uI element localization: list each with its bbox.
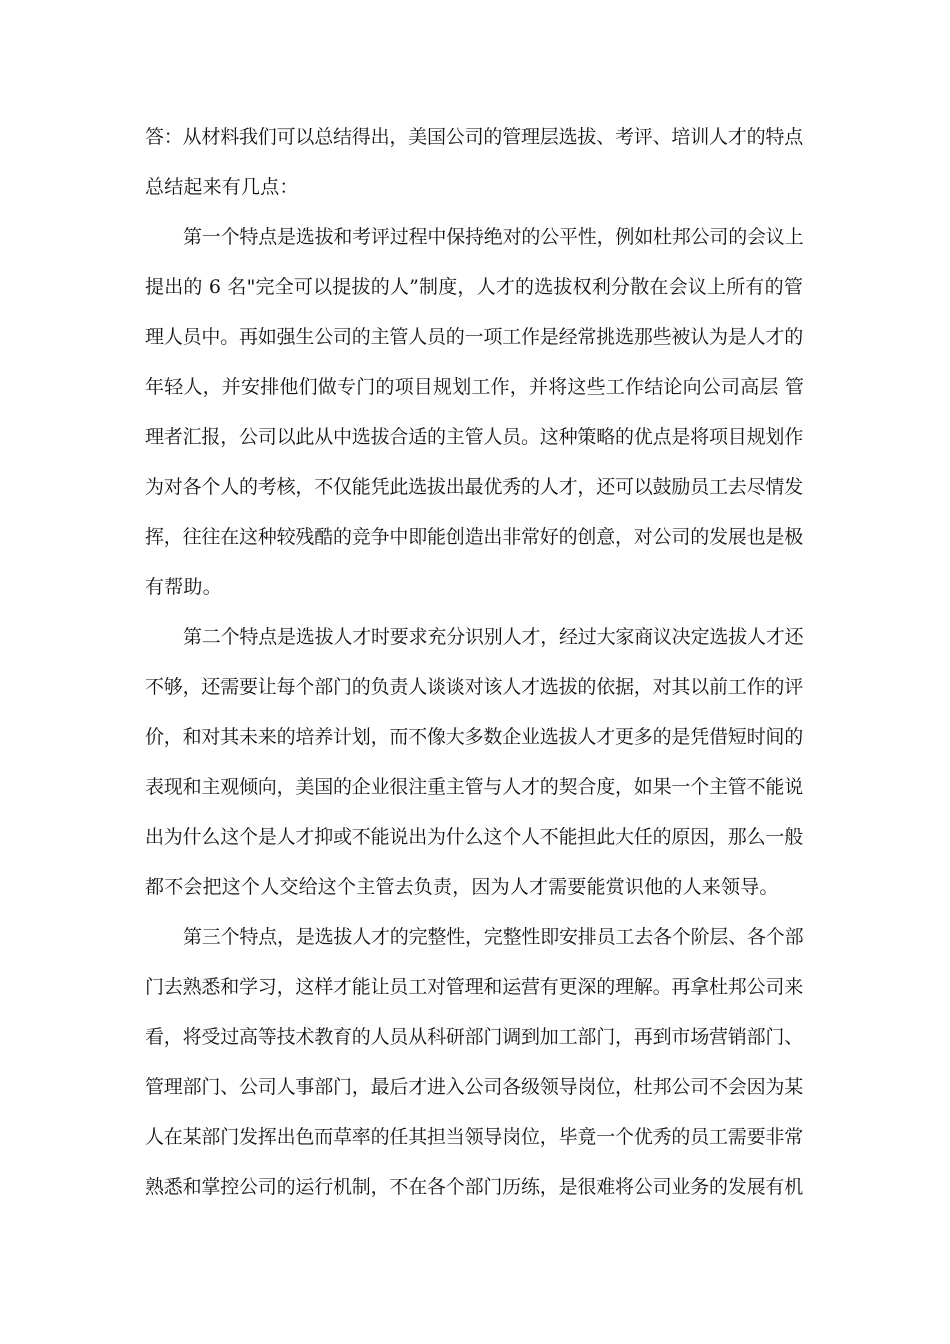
text-line xyxy=(0,872,950,902)
line-text: 人在某部门发挥出色而草率的任其担当领导岗位，毕竟一个优秀的员工需要非常 xyxy=(145,1126,804,1148)
text-line xyxy=(0,722,950,752)
text-line xyxy=(0,922,950,952)
line-text: 年轻人，并安排他们做专门的项目规划工作，并将这些工作结论向公司高层 管 xyxy=(145,376,805,398)
line-text: 挥，往往在这种较残酷的竞争中即能创造出非常好的创意，对公司的发展也是极 xyxy=(145,526,804,548)
line-text: 管理部门、公司人事部门，最后才进入公司各级领导岗位，杜邦公司不会因为某 xyxy=(145,1076,804,1098)
line-text: 为对各个人的考核，不仅能凭此选拔出最优秀的人才，还可以鼓励员工去尽情发 xyxy=(145,476,804,498)
line-text: 第二个特点是选拔人才时要求充分识别人才，经过大家商议决定选拔人才还 xyxy=(183,626,804,648)
line-text: 都不会把这个人交给这个主管去负责，因为人才需要能赏识他的人来领导。 xyxy=(145,876,779,898)
line-text: 不够，还需要让每个部门的负责人谈谈对该人才选拔的依据，对其以前工作的评 xyxy=(145,676,804,698)
text-line xyxy=(0,472,950,502)
text-line xyxy=(0,172,950,202)
text-line xyxy=(0,1072,950,1102)
text-line xyxy=(0,672,950,702)
line-text: 表现和主观倾向，美国的企业很注重主管与人才的契合度，如果一个主管不能说 xyxy=(145,776,804,798)
line-text: 门去熟悉和学习，这样才能让员工对管理和运营有更深的理解。再拿杜邦公司来 xyxy=(145,976,804,998)
text-line xyxy=(0,972,950,1002)
text-line xyxy=(0,772,950,802)
text-line xyxy=(0,622,950,652)
line-text: 提出的 6 名"完全可以提拔的人”制度，人才的选拔权利分散在会议上所有的管 xyxy=(145,276,804,298)
text-line xyxy=(0,1122,950,1152)
line-text: 看，将受过高等技术教育的人员从科研部门调到加工部门，再到市场营销部门、 xyxy=(145,1026,804,1048)
text-line xyxy=(0,822,950,852)
line-text: 第一个特点是选拔和考评过程中保持绝对的公平性，例如杜邦公司的会议上 xyxy=(183,226,804,248)
text-line xyxy=(0,572,950,602)
text-line xyxy=(0,122,950,152)
line-text: 第三个特点，是选拔人才的完整性，完整性即安排员工去各个阶层、各个部 xyxy=(183,926,804,948)
line-text: 答：从材料我们可以总结得出，美国公司的管理层选拔、考评、培训人才的特点 xyxy=(145,126,804,148)
text-line xyxy=(0,522,950,552)
text-line xyxy=(0,222,950,252)
line-text: 熟悉和掌控公司的运行机制，不在各个部门历练，是很难将公司业务的发展有机 xyxy=(145,1176,804,1198)
line-text: 价，和对其未来的培养计划，而不像大多数企业选拔人才更多的是凭借短时间的 xyxy=(145,726,804,748)
text-line xyxy=(0,322,950,352)
text-line xyxy=(0,1172,950,1202)
text-line xyxy=(0,272,950,302)
line-text: 理者汇报，公司以此从中选拔合适的主管人员。这种策略的优点是将项目规划作 xyxy=(145,426,804,448)
line-text: 出为什么这个是人才抑或不能说出为什么这个人不能担此大任的原因，那么一般 xyxy=(145,826,804,848)
line-text: 有帮助。 xyxy=(145,576,222,598)
text-line xyxy=(0,372,950,402)
text-line xyxy=(0,422,950,452)
line-text: 总结起来有几点： xyxy=(145,176,299,198)
text-line xyxy=(0,1022,950,1052)
line-text: 理人员中。再如强生公司的主管人员的一项工作是经常挑选那些被认为是人才的 xyxy=(145,326,804,348)
